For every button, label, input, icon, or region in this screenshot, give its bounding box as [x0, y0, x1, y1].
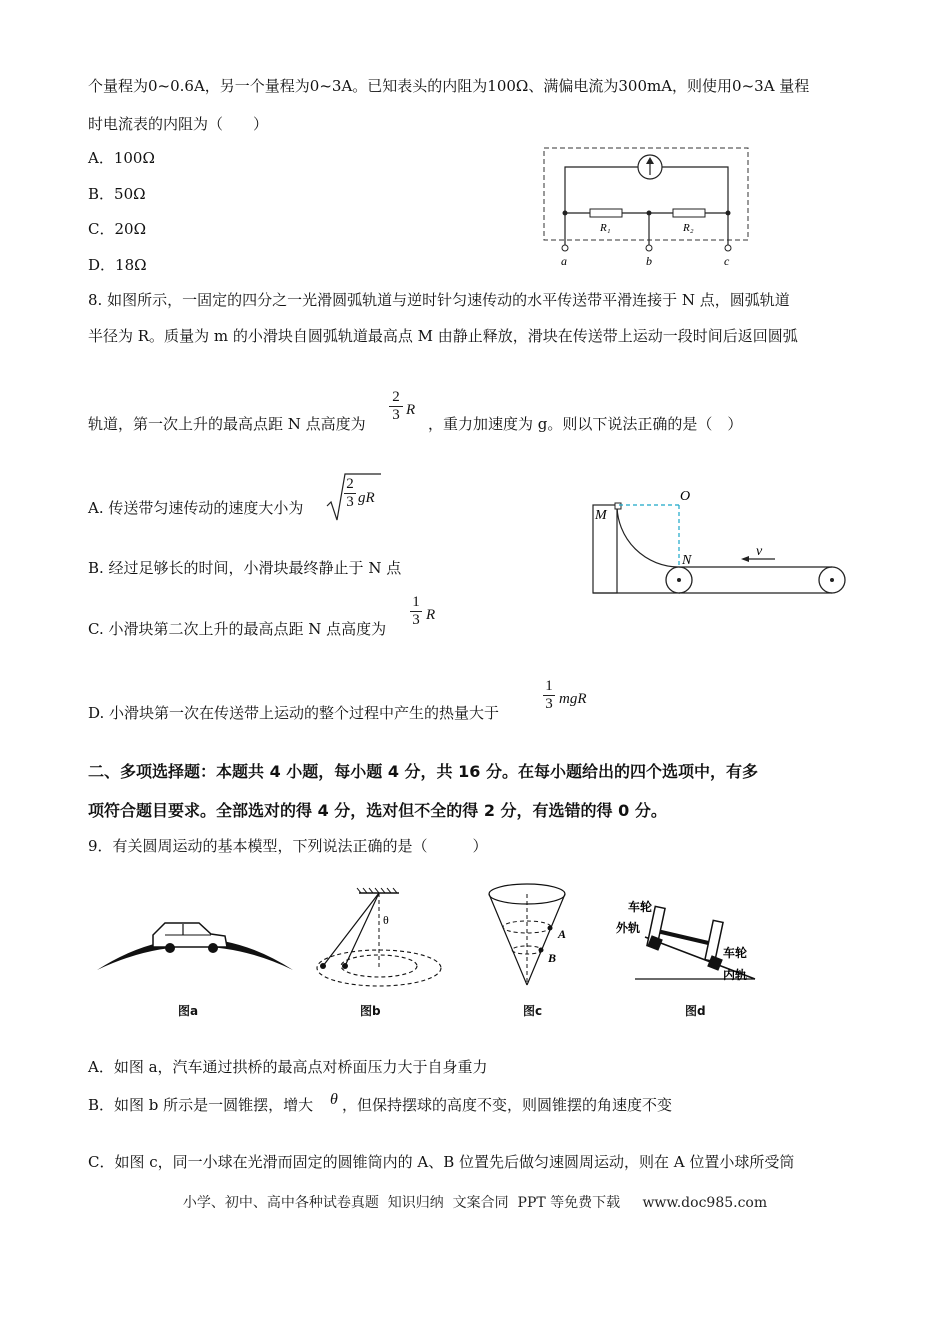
- q9-option-a: A．如图 a，汽车通过拱桥的最高点对桥面压力大于自身重力: [88, 1058, 488, 1076]
- r1-label: R₁: [600, 222, 611, 234]
- q8-option-d: D. 小滑块第一次在传送带上运动的整个过程中产生的热量大于: [88, 704, 500, 722]
- q7-option-a: A．100Ω: [88, 149, 155, 167]
- q8-option-a: A. 传送带匀速传动的速度大小为: [88, 499, 304, 517]
- fig-d-label-inner-rail: 内轨: [723, 968, 748, 982]
- q8-stem-line3a: 轨道，第一次上升的最高点距 N 点高度为: [88, 415, 366, 433]
- q9-option-b-part1: B．如图 b 所示是一圆锥摆，增大: [88, 1096, 314, 1114]
- fig-d-label-outer-rail: 外轨: [616, 921, 641, 935]
- q9-option-b-theta: θ: [330, 1091, 338, 1108]
- q8-option-c: C. 小滑块第二次上升的最高点距 N 点高度为: [88, 620, 387, 638]
- section2-heading-line1: 二、多项选择题：本题共 4 小题，每小题 4 分，共 16 分。在每小题给出的四个选项中，有多: [88, 762, 758, 781]
- q8-option-c-tail: R: [426, 607, 436, 623]
- q7-option-b: B．50Ω: [88, 185, 146, 203]
- r2-label: R₂: [683, 222, 694, 234]
- fig-a-car-bridge: [95, 905, 295, 975]
- q8-option-a-tail: gR: [358, 490, 375, 506]
- fig-d-rail-wheels: [605, 885, 765, 985]
- terminal-c-label: c: [724, 254, 730, 268]
- fig-d-label-wheel-1: 车轮: [628, 900, 653, 914]
- terminal-b-label: b: [646, 254, 652, 268]
- fig-c-cone: [485, 880, 580, 990]
- q8-fraction-height-tail: R: [406, 402, 416, 418]
- terminal-a-label: a: [561, 254, 567, 268]
- fig-b-conical-pendulum: [315, 888, 445, 998]
- page-footer: 小学、初中、高中各种试卷真题 知识归纳 文案合同 PPT 等免费下载 www.doc985.com: [182, 1195, 768, 1211]
- q8-option-d-fraction: $\frac{1}{3}$: [543, 678, 555, 713]
- fig-c-point-b: B: [548, 951, 557, 965]
- q8-fraction-height: $\frac{2}{3}$: [389, 389, 403, 424]
- fig-b-theta: θ: [383, 913, 389, 927]
- q8-track-conveyor-figure: [585, 485, 855, 600]
- fig-d-label-wheel-2: 车轮: [723, 946, 748, 960]
- q8-option-d-tail: mgR: [559, 691, 587, 707]
- label-N: N: [682, 553, 692, 568]
- q8-option-b: B. 经过足够长的时间，小滑块最终静止于 N 点: [88, 559, 402, 577]
- fig-a-label: 图a: [178, 1004, 199, 1018]
- q7-stem-line1: 个量程为0~0.6A，另一个量程为0~3A。已知表头的内阻为100Ω、满偏电流为300mA，则使用0~3A 量程: [88, 77, 810, 95]
- section2-heading-line2: 项符合题目要求。全部选对的得 4 分，选对但不全的得 2 分，有选错的得 0 分。: [88, 801, 667, 820]
- q9-option-b-part2: ，但保持摆球的高度不变，则圆锥摆的角速度不变: [342, 1096, 673, 1114]
- label-M: M: [595, 508, 607, 523]
- q8-stem-line2: 半径为 R。质量为 m 的小滑块自圆弧轨道最高点 M 由静止释放，滑块在传送带上运动一段时间后返回圆弧: [88, 327, 798, 345]
- q7-circuit-diagram: [540, 145, 755, 270]
- q7-option-d: D．18Ω: [88, 256, 147, 274]
- label-O: O: [680, 489, 691, 504]
- q8-option-c-fraction: $\frac{1}{3}$: [410, 594, 422, 629]
- fig-c-point-a: A: [558, 927, 567, 941]
- fig-d-label: 图d: [685, 1004, 706, 1018]
- q8-stem-line1: 8. 如图所示，一固定的四分之一光滑圆弧轨道与逆时针匀速传动的水平传送带平滑连接于 N 点，圆弧轨道: [88, 291, 790, 309]
- q9-option-c: C．如图 c，同一小球在光滑而固定的圆锥筒内的 A、B 位置先后做匀速圆周运动，则在 A 位置小球所受筒: [88, 1153, 795, 1171]
- q7-stem-line2: 时电流表的内阻为（ ）: [88, 115, 269, 133]
- q7-option-c: C．20Ω: [88, 220, 147, 238]
- q9-stem: 9．有关圆周运动的基本模型，下列说法正确的是（ ）: [88, 837, 488, 855]
- fig-b-label: 图b: [360, 1004, 381, 1018]
- q8-stem-line3b: ，重力加速度为 g。则以下说法正确的是（ ）: [428, 415, 743, 433]
- q8-option-a-fraction: $\frac{2}{3}$: [344, 476, 356, 511]
- label-v: v: [756, 544, 763, 559]
- fig-c-label: 图c: [523, 1004, 543, 1018]
